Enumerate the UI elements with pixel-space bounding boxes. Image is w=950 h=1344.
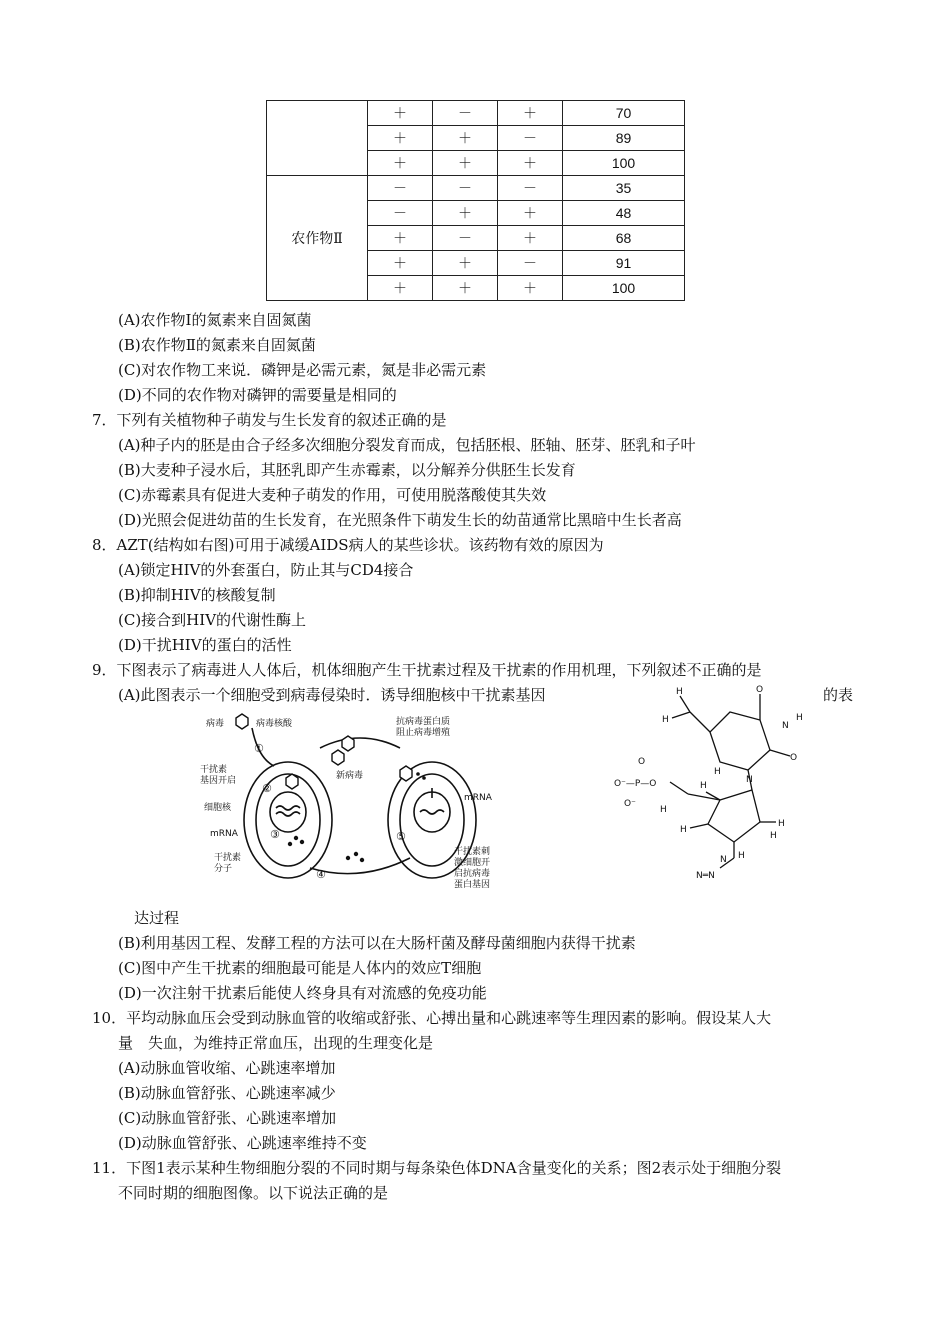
q8-option-b: (B)抑制HIV的核酸复制 xyxy=(118,586,276,604)
q6-option-c: (C)对农作物工来说．磷钾是必需元素，氮是非必需元素 xyxy=(118,361,487,379)
table-cell: ＋ xyxy=(368,276,433,301)
label-stim-2: 激细胞开 xyxy=(454,858,491,868)
q8-option-c: (C)接合到HIV的代谢性酶上 xyxy=(118,611,307,629)
q6-option-d: (D)不同的农作物对磷钾的需要量是相同的 xyxy=(118,386,397,404)
table-cell: ＋ xyxy=(433,126,498,151)
q11-stem-2: 不同时期的细胞图像。以下说法正确的是 xyxy=(118,1184,389,1202)
atom-label: O⁻—P—O xyxy=(614,779,657,789)
atom-label: H xyxy=(700,781,707,791)
q7-option-c: (C)赤霉素具有促进大麦种子萌发的作用，可使用脱落酸使其失效 xyxy=(118,486,547,504)
azt-structure xyxy=(610,682,810,882)
atom-label: H xyxy=(680,825,687,835)
atom-label: H xyxy=(660,805,667,815)
q9-option-a-tail: 的表 xyxy=(823,686,854,704)
label-nucleus: 细胞核 xyxy=(204,803,232,813)
atom-label: O⁻ xyxy=(624,799,636,809)
q9-option-a: (A)此图表示一个细胞受到病毒侵染时．诱导细胞核中干扰素基因 xyxy=(118,686,546,704)
atom-label: N xyxy=(720,855,727,865)
table-cell: ＋ xyxy=(433,201,498,226)
table-cell: － xyxy=(433,226,498,251)
table-cell: ＋ xyxy=(368,151,433,176)
step-4: ④ xyxy=(316,868,326,881)
atom-label: H xyxy=(714,767,721,777)
q9-option-d: (D)一次注射干扰素后能使人终身具有对流感的免疫功能 xyxy=(118,984,487,1002)
atom-label: H xyxy=(770,831,777,841)
table-cell: ＋ xyxy=(433,251,498,276)
label-stim-4: 蛋白基因 xyxy=(454,880,491,890)
table-cell: ＋ xyxy=(368,101,433,126)
q7-stem: 7．下列有关植物种子萌发与生长发育的叙述正确的是 xyxy=(92,411,447,429)
table-cell: ＋ xyxy=(498,101,563,126)
q6-option-a: (A)农作物Ⅰ的氮素来自固氮菌 xyxy=(118,311,312,329)
q9-option-b: (B)利用基因工程、发酵工程的方法可以在大肠杆菌及酵母菌细胞内获得干扰素 xyxy=(118,934,636,952)
q10-stem-2: 量 失血，为维持正常血压，出现的生理变化是 xyxy=(118,1034,434,1052)
step-3: ③ xyxy=(270,828,280,841)
label-stim-1: 干扰素刺 xyxy=(454,847,491,857)
q6-option-b: (B)农作物Ⅱ的氮素来自固氮菌 xyxy=(118,336,316,354)
table-cell: ＋ xyxy=(498,201,563,226)
q11-stem-1: 11．下图1表示某种生物细胞分裂的不同时期与每条染色体DNA含量变化的关系；图2表示处于细胞分裂 xyxy=(92,1159,782,1177)
q10-option-c: (C)动脉血管舒张、心跳速率增加 xyxy=(118,1109,337,1127)
label-mrna-left: mRNA xyxy=(210,829,238,839)
q9-stem: 9．下图表示了病毒进人人体后，机体细胞产生干扰素过程及干扰素的作用机理，下列叙述不正确的是 xyxy=(92,661,762,679)
q7-option-a: (A)种子内的胚是由合子经多次细胞分裂发育而成，包括胚根、胚轴、胚芽、胚乳和子叶 xyxy=(118,436,696,454)
atom-label: H xyxy=(778,819,785,829)
table-row xyxy=(267,176,685,201)
step-2: ② xyxy=(262,782,272,795)
label-new-virus: 新病毒 xyxy=(336,771,364,781)
table-cell: － xyxy=(433,101,498,126)
table-cell: ＋ xyxy=(368,126,433,151)
label-antiviral-2: 阻止病毒增殖 xyxy=(396,728,451,738)
atom-label: O xyxy=(756,685,764,695)
q10-option-a: (A)动脉血管收缩、心跳速率增加 xyxy=(118,1059,336,1077)
label-stim-3: 启抗病毒 xyxy=(454,869,491,879)
table-cell: － xyxy=(498,126,563,151)
table-cell: 48 xyxy=(563,201,685,226)
table-cell: － xyxy=(368,176,433,201)
atom-label: N xyxy=(746,775,753,785)
atom-label: N═N xyxy=(696,871,715,881)
table-cell: ＋ xyxy=(433,276,498,301)
table-cell: 89 xyxy=(563,126,685,151)
table-cell: 70 xyxy=(563,101,685,126)
q9-option-c: (C)图中产生干扰素的细胞最可能是人体内的效应T细胞 xyxy=(118,959,482,977)
label-virus: 病毒 xyxy=(206,719,225,729)
table-cell: － xyxy=(433,176,498,201)
q10-option-b: (B)动脉血管舒张、心跳速率减少 xyxy=(118,1084,336,1102)
q10-option-d: (D)动脉血管舒张、心跳速率维持不变 xyxy=(118,1134,367,1152)
table-cell: ＋ xyxy=(498,226,563,251)
table-cell: ＋ xyxy=(498,276,563,301)
atom-label: H xyxy=(676,687,683,697)
table-cell: 100 xyxy=(563,151,685,176)
q8-option-d: (D)干扰HIV的蛋白的活性 xyxy=(118,636,292,654)
atom-label: O xyxy=(790,753,798,763)
atom-label: O xyxy=(638,757,646,767)
step-5: ⑤ xyxy=(396,830,406,843)
table-cell: 68 xyxy=(563,226,685,251)
q9-option-a-cont: 达过程 xyxy=(134,909,180,927)
label-viral-nucleic-acid: 病毒核酸 xyxy=(256,719,293,729)
atom-label: H xyxy=(738,851,745,861)
table-cell: ＋ xyxy=(368,226,433,251)
table-cell: ＋ xyxy=(433,151,498,176)
q8-option-a: (A)锁定HIV的外套蛋白，防止其与CD4接合 xyxy=(118,561,414,579)
label-antiviral-1: 抗病毒蛋白质 xyxy=(396,717,451,727)
table-cell-group: 农作物Ⅱ xyxy=(267,176,368,301)
table-cell: ＋ xyxy=(498,151,563,176)
label-ifn-1: 干扰素 xyxy=(214,853,242,863)
q8-stem: 8．AZT(结构如右图)可用于减缓AIDS病人的某些诊状。该药物有效的原因为 xyxy=(92,536,604,554)
interferon-figure xyxy=(200,708,530,898)
table-cell: － xyxy=(498,251,563,276)
atom-label: H xyxy=(662,715,669,725)
step-1: ① xyxy=(254,742,264,755)
table-cell-group xyxy=(267,101,368,176)
table-row xyxy=(267,101,685,126)
q7-option-b: (B)大麦种子浸水后，其胚乳即产生赤霉素，以分解养分供胚生长发育 xyxy=(118,461,576,479)
label-gene-on-2: 基因开启 xyxy=(200,776,237,786)
q10-stem-1: 10．平均动脉血压会受到动脉血管的收缩或舒张、心搏出量和心跳速率等生理因素的影响。假设某人大 xyxy=(92,1009,772,1027)
table-cell: ＋ xyxy=(368,251,433,276)
table-cell: － xyxy=(368,201,433,226)
table-cell: 35 xyxy=(563,176,685,201)
table-cell: － xyxy=(498,176,563,201)
label-gene-on-1: 干扰素 xyxy=(200,765,228,775)
fertilizer-table xyxy=(266,100,685,301)
atom-label: N xyxy=(782,721,789,731)
atom-label: H xyxy=(796,713,803,723)
table-cell: 91 xyxy=(563,251,685,276)
table-cell: 100 xyxy=(563,276,685,301)
q7-option-d: (D)光照会促进幼苗的生长发育，在光照条件下萌发生长的幼苗通常比黑暗中生长者高 xyxy=(118,511,682,529)
label-ifn-2: 分子 xyxy=(214,864,233,874)
label-mrna-right: mRNA xyxy=(464,793,492,803)
